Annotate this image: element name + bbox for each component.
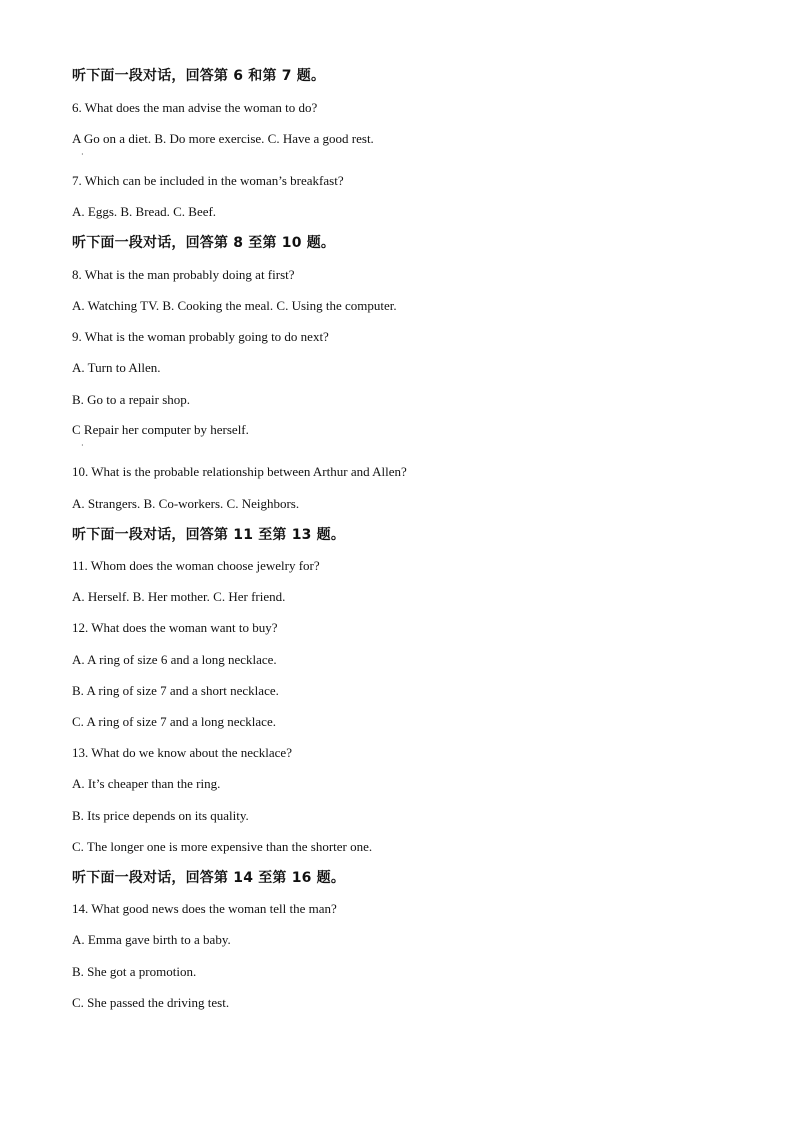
question-option: C. The longer one is more expensive than the shorter one. [72,839,373,854]
question-option: B. A ring of size 7 and a short necklace. [72,683,279,698]
question-stem: 12. What does the woman want to buy? [72,620,278,635]
question-stem: 9. What is the woman probably going to do next? [72,329,329,344]
question-stem: 13. What do we know about the necklace? [72,745,292,760]
section-heading: 听下面一段对话，回答第 6 和第 7 题。 [72,68,326,84]
question-options: A. Watching TV. B. Cooking the meal. C. Using the computer. [72,298,397,313]
question-option: A. Emma gave birth to a baby. [72,932,231,947]
question-option: C. She passed the driving test. [72,995,230,1010]
list-marker: · [81,441,84,450]
question-stem: 10. What is the probable relationship between Arthur and Allen? [72,464,407,479]
question-stem: 11. Whom does the woman choose jewelry for? [72,558,320,573]
question-stem: 8. What is the man probably doing at first? [72,267,295,282]
question-options: A. Eggs. B. Bread. C. Beef. [72,204,217,219]
question-options: A. Herself. B. Her mother. C. Her friend. [72,589,286,604]
section-heading: 听下面一段对话，回答第 14 至第 16 题。 [72,870,346,886]
question-option: A. A ring of size 6 and a long necklace. [72,652,277,667]
question-option: C. A ring of size 7 and a long necklace. [72,714,276,729]
question-options: A. Strangers. B. Co-workers. C. Neighbors. [72,496,300,511]
question-stem: 6. What does the man advise the woman to do? [72,100,318,115]
question-option: A. It’s cheaper than the ring. [72,776,221,791]
question-option: C Repair her computer by herself. [72,422,249,437]
question-option: A. Turn to Allen. [72,360,161,375]
section-heading: 听下面一段对话，回答第 11 至第 13 题。 [72,527,346,543]
section-heading: 听下面一段对话，回答第 8 至第 10 题。 [72,235,336,251]
question-options: A Go on a diet. B. Do more exercise. C. Have a good rest. [72,131,374,146]
question-option: B. Its price depends on its quality. [72,808,249,823]
list-marker: · [81,150,84,159]
question-option: B. Go to a repair shop. [72,392,191,407]
question-option: B. She got a promotion. [72,964,197,979]
question-stem: 14. What good news does the woman tell the man? [72,901,337,916]
question-stem: 7. Which can be included in the woman’s breakfast? [72,173,344,188]
